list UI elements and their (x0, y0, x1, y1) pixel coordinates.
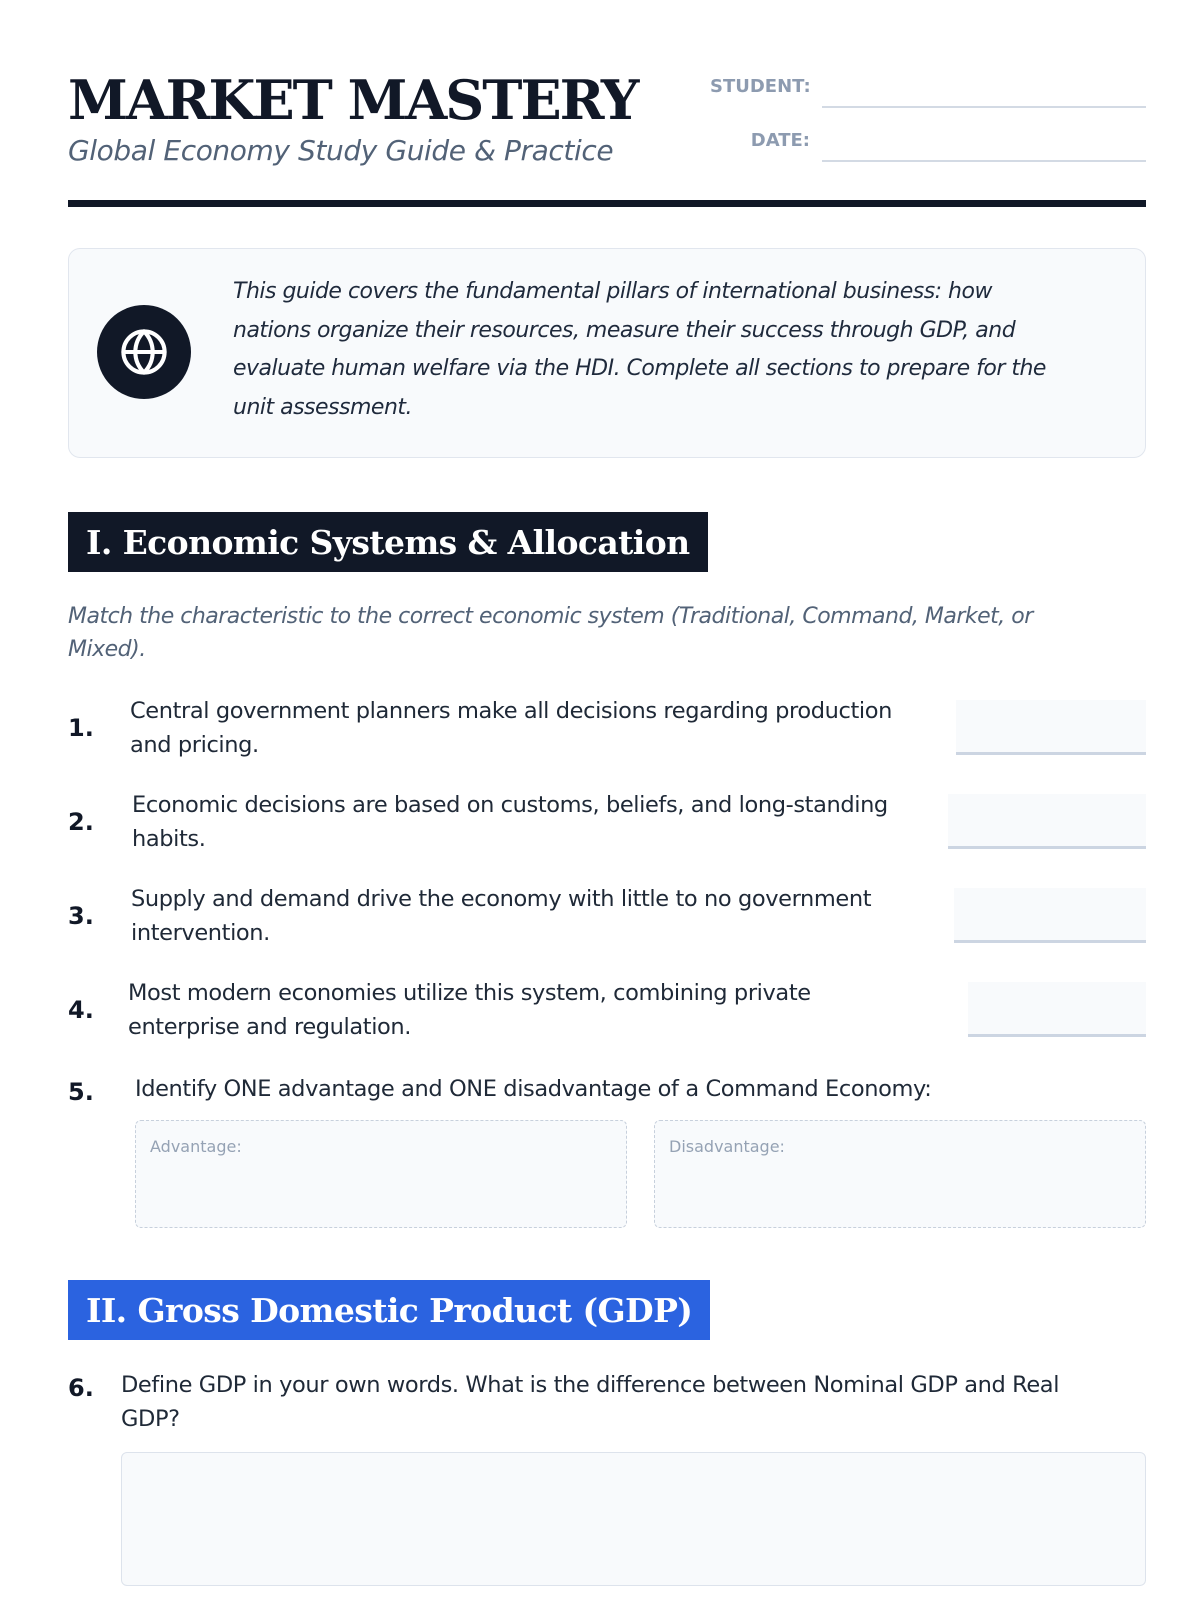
question-line: intervention. (131, 920, 270, 946)
question-line: Define GDP in your own words. What is the difference between Nominal GDP and Real (121, 1372, 1060, 1398)
advantage-label: Advantage: (150, 1137, 242, 1156)
question-5-number: 5. (68, 1078, 94, 1106)
question-2-answer-field[interactable] (948, 794, 1146, 849)
question-line: enterprise and regulation. (128, 1014, 412, 1040)
intro-line: nations organize their resources, measure their success through GDP, and (233, 317, 1016, 343)
study-guide-page (68, 0, 1146, 1432)
intro-line: evaluate human welfare via the HDI. Complete all sections to prepare for the (233, 356, 1046, 381)
question-line: Supply and demand drive the economy with little to no government (131, 886, 872, 912)
intro-text (233, 273, 1113, 427)
question-1-text (130, 694, 990, 762)
header-divider (68, 200, 1146, 207)
question-line: and pricing. (130, 732, 259, 758)
question-4-answer-field[interactable] (968, 982, 1146, 1037)
question-line: habits. (132, 826, 206, 852)
question-6-answer-box[interactable] (121, 1452, 1146, 1586)
disadvantage-label: Disadvantage: (669, 1137, 785, 1156)
section-1-title: I. Economic Systems & Allocation (68, 512, 708, 572)
question-3-number: 3. (68, 902, 94, 930)
student-name-field[interactable] (822, 82, 1146, 108)
question-line: Central government planners make all decisions regarding production (130, 698, 892, 724)
question-line: GDP? (121, 1406, 180, 1432)
disadvantage-answer-box[interactable] (654, 1120, 1146, 1228)
instruction-line: Match the characteristic to the correct economic system (Traditional, Command, Market, or (68, 604, 1033, 629)
section-2-title: II. Gross Domestic Product (GDP) (68, 1280, 710, 1340)
question-5-text: Identify ONE advantage and ONE disadvantage of a Command Economy: (135, 1076, 932, 1102)
question-1-answer-field[interactable] (956, 700, 1146, 755)
question-2-number: 2. (68, 808, 94, 836)
question-1-number: 1. (68, 714, 94, 742)
globe-icon (97, 305, 191, 399)
question-6-text (121, 1368, 1141, 1436)
question-line: Economic decisions are based on customs, beliefs, and long-standing (132, 792, 888, 818)
question-2-text (132, 788, 982, 856)
student-label: STUDENT: (710, 76, 811, 97)
page-subtitle: Global Economy Study Guide & Practice (68, 134, 614, 167)
question-3-answer-field[interactable] (954, 888, 1146, 943)
question-6-number: 6. (68, 1374, 94, 1402)
page-title: MARKET MASTERY (68, 68, 638, 132)
intro-line: unit assessment. (233, 394, 413, 420)
date-label: DATE: (750, 130, 810, 151)
question-3-text (131, 882, 981, 950)
section-1-instructions (68, 600, 1108, 666)
intro-callout (68, 248, 1146, 458)
instruction-line: Mixed). (68, 637, 146, 662)
page-header (68, 0, 1146, 210)
date-field[interactable] (822, 136, 1146, 162)
question-4-number: 4. (68, 996, 94, 1024)
question-4-text (128, 976, 978, 1044)
question-line: Most modern economies utilize this system, combining private (128, 980, 811, 1006)
advantage-answer-box[interactable] (135, 1120, 627, 1228)
intro-line: This guide covers the fundamental pillars of international business: how (233, 279, 992, 304)
